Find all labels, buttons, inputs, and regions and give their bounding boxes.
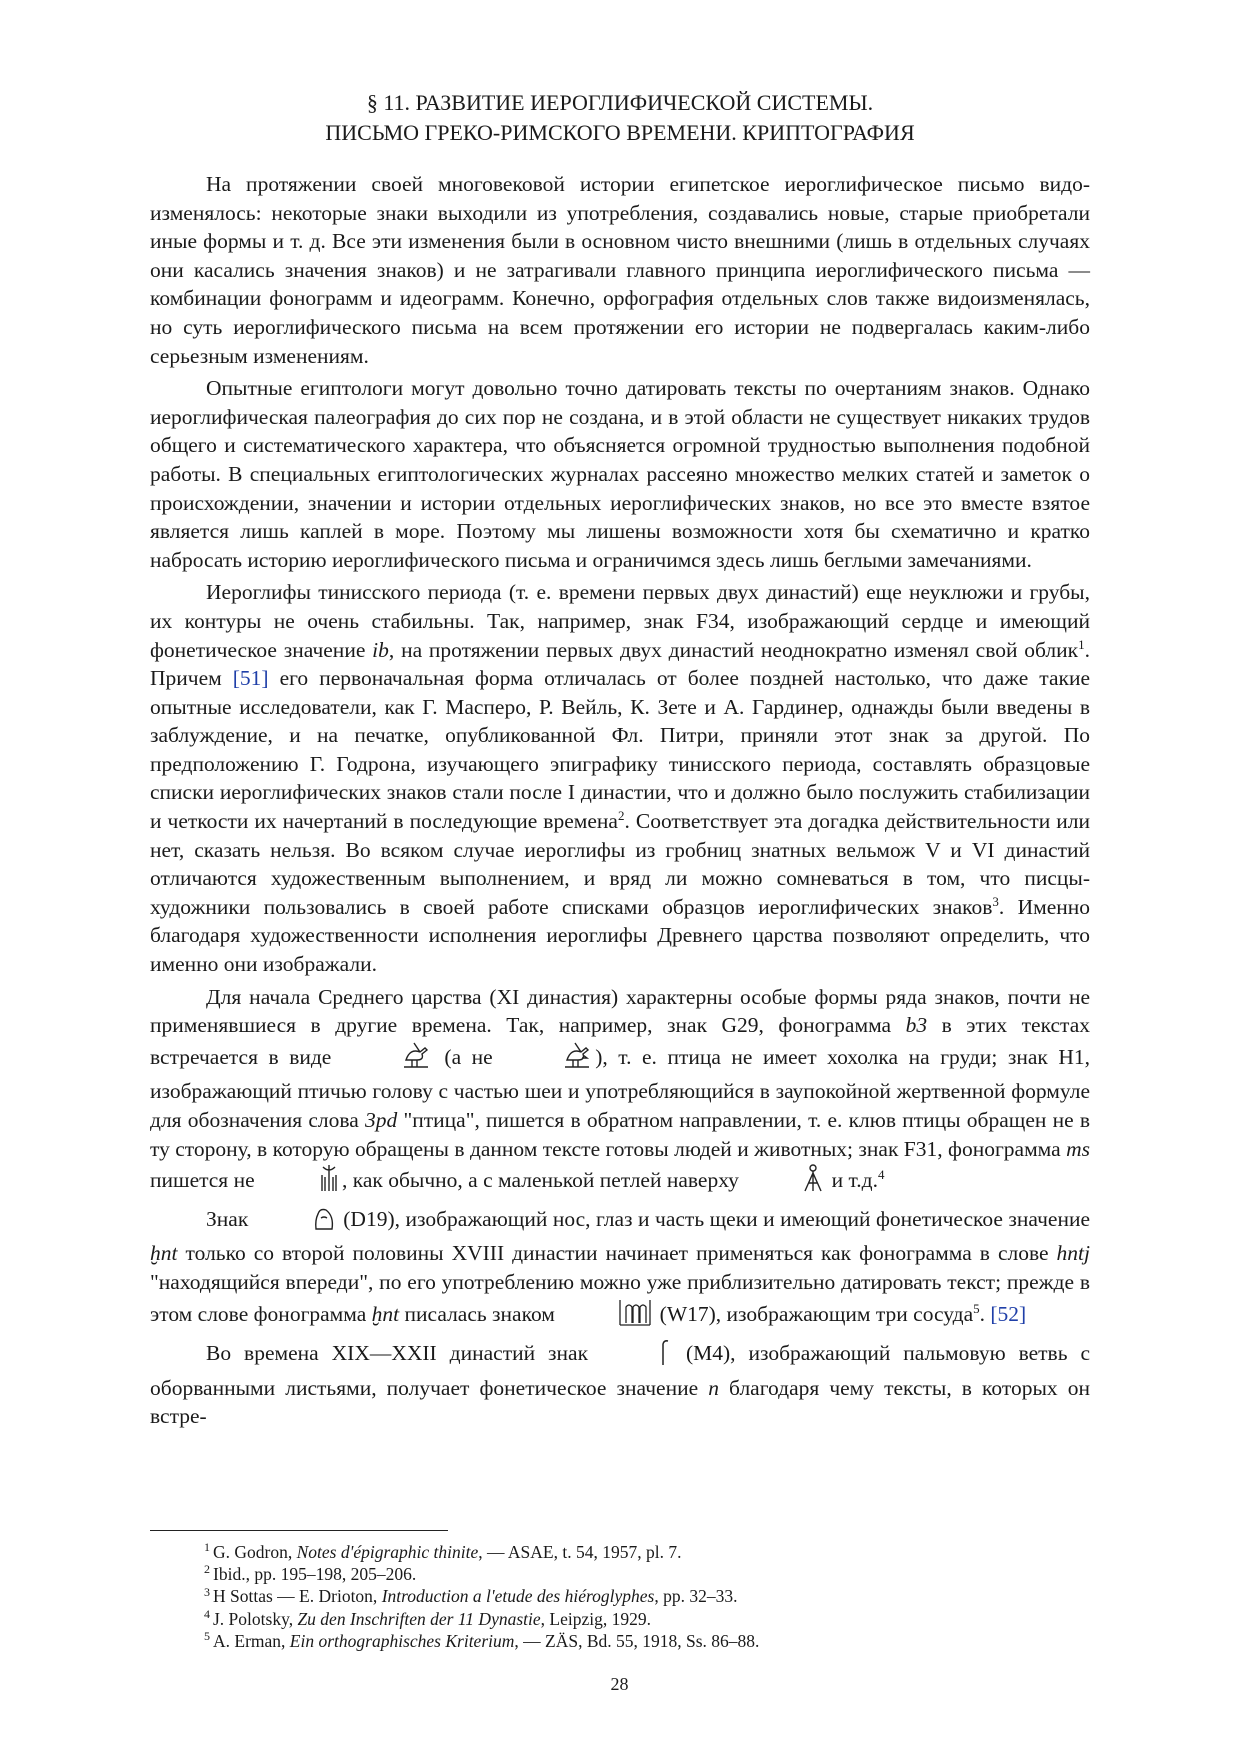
section-title-line-1: § 11. РАЗВИТИЕ ИЕРОГЛИФИЧЕСКОЙ СИСТЕМЫ. — [366, 90, 874, 115]
footnote-number: 5 — [204, 1628, 210, 1643]
text-run: писалась знаком — [399, 1301, 561, 1326]
text-run: . Причем — [150, 637, 1090, 691]
transliteration: n — [708, 1375, 719, 1400]
bird-g29-middle-kingdom-icon — [344, 1040, 432, 1078]
text-run: благодаря чему тексты, в которых он встре- — [150, 1375, 1090, 1429]
footnote-text: Ibid., pp. 195–198, 205–206. — [213, 1564, 417, 1585]
text-run: его первоначальная форма отличалась от более поздней настолько, что даже такие опытные исследователи, как Г. Масперо, Р. Вейль, К. Зете и А. Гардинер, однажды были введены в заблуждение, и на печатке, опубликованной Фл. Питри, приняли этот знак за другой. По предположению Г. Годрона, изучающего эпиграфику тинисского периода, составлять образцовые списки иероглифических знаков стали после I династии, что и должно было послужить стабилизации и четкости их начертаний в последующие времена — [150, 666, 1090, 834]
paragraph-3 — [150, 578, 1090, 978]
text-run: Знак — [206, 1206, 254, 1231]
section-title — [150, 88, 1090, 148]
text-run: ), т. е. птица не имеет хохолка на груди; знак H1, изображающий птичью голову с частью шеи и употребляющийся в заупокойной жертвенной формуле для обозначения слова — [150, 1044, 1090, 1132]
text-run: "птица", пишется в обратном направлении, т. е. клюв птицы обращен не в ту сторону, в которую обращены в данном тексте готовы людей и животных; знак F31, фонограмма — [150, 1108, 1090, 1161]
footnote-number: 1 — [204, 1540, 210, 1555]
footnote-text: J. Polotsky, — [213, 1608, 298, 1629]
footnote-separator — [150, 1530, 448, 1531]
text-run: в этих текстах встречается в виде — [150, 1013, 1090, 1069]
footnote-marker-1[interactable]: 1 — [1078, 636, 1085, 652]
f31-ms-looped-sign-icon — [746, 1163, 824, 1201]
text-run: пишется не — [150, 1168, 260, 1193]
footnote-text: H Sottas — E. Drioton, — [213, 1586, 382, 1607]
text-run: , на протяжении первых двух династий неоднократно изменял свой облик — [388, 637, 1079, 662]
footnote-4 — [204, 1608, 1084, 1630]
footnote-marker-2[interactable]: 2 — [617, 807, 625, 823]
footnote-marker-3[interactable]: 3 — [992, 893, 999, 909]
footnote-title: Introduction a l'etude des hiéroglyphes — [381, 1586, 655, 1607]
text-run: . — [979, 1301, 991, 1326]
footnote-text: , — ZÄS, Bd. 55, 1918, Ss. 86–88. — [514, 1630, 760, 1651]
w17-three-jars-sign-icon — [562, 1297, 652, 1335]
f31-ms-sign-icon — [262, 1163, 340, 1201]
transliteration: ḫnt — [371, 1301, 400, 1326]
footnote-3 — [204, 1585, 1084, 1607]
m4-palm-branch-sign-icon — [603, 1338, 671, 1374]
transliteration: b3 — [905, 1013, 928, 1038]
footnote-number: 3 — [204, 1584, 210, 1599]
footnote-marker-5[interactable]: 5 — [973, 1300, 980, 1316]
page-reference-link-51[interactable]: [51] — [232, 666, 269, 691]
footnote-number: 4 — [204, 1606, 210, 1621]
transliteration: hntj — [1056, 1241, 1090, 1266]
footnote-marker-4[interactable]: 4 — [878, 1167, 885, 1183]
footnote-text: A. Erman, — [213, 1630, 290, 1651]
text-run: Для начала Среднего царства (XI династия) характерны особые формы ряда знаков, почти не применявшиеся в другие времена. Так, например, знак G29, фонограмма — [150, 984, 1090, 1038]
transliteration: 3pd — [365, 1108, 398, 1132]
footnotes — [204, 1541, 1084, 1652]
paragraph-2: Опытные египтологи могут довольно точно датировать тексты по очертаниям знаков. Однако иероглифическая палеография до сих пор не создана, и в этой области не существует никаких трудов общего и систематического характера, что объясняется огромной трудностью выполнения подобной работы. В специальных египтологических журналах рассеяно множество мелких статей и заметок о происхождении, значении и истории отдельных иероглифических знаков, но все это вместе взятое является лишь каплей в море. Поэтому мы лишены возможности хотя бы схематично и кратко набросать историю иероглифического письма и ограничимся здесь лишь беглыми замечаниями. — [150, 376, 1090, 572]
transliteration: ms — [1066, 1136, 1090, 1161]
transliteration: ḫnt — [150, 1241, 178, 1266]
text-run: . Именно благодаря художественности исполнения иероглифы Древнего царства позволяют определить, что именно они изображали. — [150, 894, 1091, 977]
page-reference-link-52[interactable]: [52] — [990, 1301, 1027, 1326]
footnote-5 — [204, 1630, 1084, 1652]
text-run: только со второй половины XVIII династии начинает применяться как фонограмма в слове — [177, 1241, 1057, 1266]
footnote-title: Notes d'épigraphic thinite — [296, 1542, 479, 1562]
footnote-text: , — ASAE, t. 54, 1957, pl. 7. — [478, 1542, 682, 1562]
paragraph-1: На протяжении своей многовековой истории египетское иероглифическое письмо видоизменялось: некоторые знаки выходили из употребления, создавались новые, старые приобретали иные формы и т. д. Все эти изменения были в основном чисто внешними (лишь в отдельных случаях они касались значения знаков) и не затрагивали главного принципа иероглифического письма — комбинации фонограмм и идеограмм. Конечно, орфография отдельных слов также видоизменялась, но суть иероглифического письма на всем протяжении его истории не подвергалась каким-либо серьезным изменениям. — [150, 172, 1090, 368]
text-run: . Соответствует эта догадка действительности или нет, сказать нельзя. Во всяком случае иероглифы из гробниц знатных вельмож V и VI династий отличаются художественным выполнением, и вряд ли можно сомневаться в том, что писцы-художники пользовались в своей работе списками образцов иероглифических знаков — [150, 809, 1091, 919]
text-run: (D19), изображающий нос, глаз и часть щеки и имеющий фонетическое значение — [337, 1206, 1091, 1231]
text-run: Иероглифы тинисского периода (т. е. времени первых двух династий) еще неуклюжи и грубы, их контуры не очень стабильны. Так, например, знак F34, изображающий сердце и имеющий фонетическое значение — [150, 580, 1090, 662]
footnote-1 — [204, 1541, 1084, 1563]
text-run: (а не — [433, 1044, 504, 1069]
section-title-line-2: ПИСЬМО ГРЕКО-РИМСКОГО ВРЕМЕНИ. КРИПТОГРАФИЯ — [325, 120, 915, 145]
text-run: (M4), изображающий пальмовую ветвь с оборванными листьями, получает фонетическое значение — [150, 1341, 1091, 1400]
text-run: , как обычно, а с маленькой петлей наверху — [342, 1168, 745, 1193]
text-run: и т.д. — [826, 1168, 878, 1193]
text-run: (W17), изображающим три сосуда — [654, 1301, 974, 1326]
paragraph-6 — [150, 1338, 1090, 1431]
bird-g29-crested-icon — [505, 1040, 593, 1078]
footnote-number: 2 — [204, 1562, 210, 1577]
paragraph-5 — [150, 1205, 1090, 1334]
d19-nose-sign-icon — [256, 1206, 336, 1240]
text-run: "находящийся впереди", по его употреблению можно уже приблизительно датировать текст; прежде в этом слове фонограмма — [150, 1269, 1090, 1326]
footnote-2 — [204, 1563, 1084, 1585]
paragraph-4 — [150, 983, 1090, 1201]
body-text — [150, 170, 1090, 1435]
footnote-text: G. Godron, — [213, 1542, 297, 1562]
footnote-title: Ein orthographisches Kriterium — [289, 1630, 515, 1651]
transliteration: ib — [372, 637, 389, 662]
footnote-text: , pp. 32–33. — [654, 1586, 738, 1607]
page-number: 28 — [610, 1674, 629, 1694]
footnote-title: Zu den Inschriften der 11 Dynastie — [297, 1608, 541, 1629]
text-run: Во времена XIX—XXII династий знак — [206, 1341, 601, 1366]
footnote-text: , Leipzig, 1929. — [540, 1608, 651, 1629]
